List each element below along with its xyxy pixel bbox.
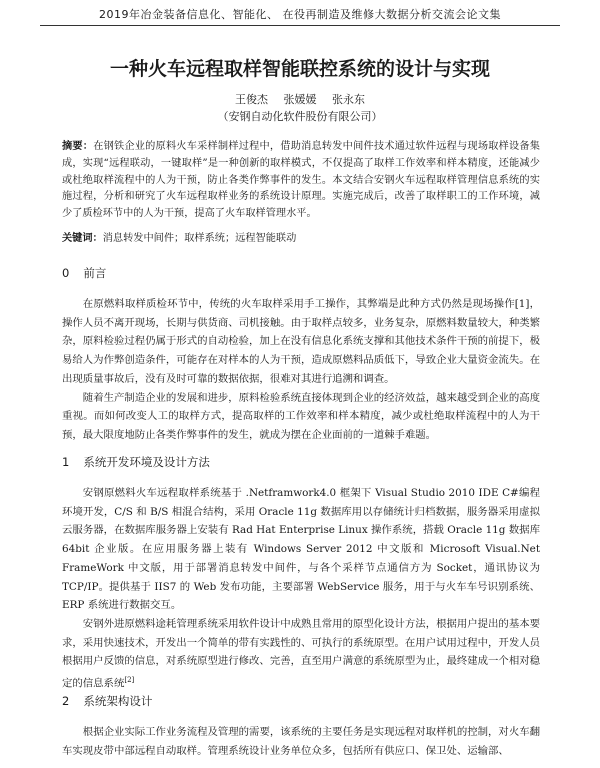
author-affiliation: （安钢自动化软件股份有限公司） xyxy=(217,110,383,123)
author-name: 张永东 xyxy=(332,93,365,106)
paragraph: 安钢原燃料火车远程取样系统基于 .Netframwork4.0 框架下 Visual Studio 2010 IDE C#编程环境开发，C/S 和 B/S 相混合结构，采用 Oracle 11g 数据库用以存储统计归档数据，服务器采用虚拟云服务器，在数据库服务器上安装有 Rad Hat Enterprise Linux 操作系统，搭载 Oracle 11g 数据库 64bit 企业版。在应用服务器上装有 Windows Server 2012 中文版和 Microsoft Visual.Net FrameWork 中文版，用于部署消息转发中间件，与各个采样节点通信方为 Socket，通讯协议为 TCP/IP。提供基于 IIS7 的 Web 发布功能，主要部署 WebService 服务，用于与火车车号识别系统、ERP 系统进行数据交互。 xyxy=(62,487,540,612)
section-title: 系统架构设计 xyxy=(83,694,153,708)
abstract xyxy=(62,139,540,223)
section-body-0 xyxy=(62,295,540,445)
section-heading-1 xyxy=(62,454,210,470)
abstract-text: 在钢铁企业的原料火车采样制样过程中，借助消息转发中间件技术通过软件远程与现场取样设备集成，实现“远程联动，一键取样”是一种创新的取样模式，不仅提高了取样工作效率和样本精度，还能减少或杜绝取样流程中的人为干预，防止各类作弊事件的发生。本文结合安钢火车远程取样管理信息系统的实施过程，分析和研究了火车远程取样业务的系统设计原理。实施完成后，改善了取样职工的工作环境，减少了质检环节中的人为干预，提高了火车取样管理水平。 xyxy=(62,141,540,220)
paragraph-text: 安钢外进原燃料途耗管理系统采用软件设计中成熟且常用的原型化设计方法，根据用户提出的基本要求，采用快速技术，开发出一个简单的带有实践性的、可执行的系统原型。在用户试用过程中，开发人员根据用户反馈的信息，对系统原型进行修改、完善，直至用户满意的系统原型为止，最终建成一个相对稳定的信息系统 xyxy=(62,617,540,690)
author-name: 王俊杰 xyxy=(235,93,268,106)
abstract-label: 摘要： xyxy=(62,141,94,152)
paper-title: 一种火车远程取样智能联控系统的设计与实现 xyxy=(109,58,490,80)
header-rule xyxy=(40,25,560,26)
section-body-2 xyxy=(62,723,540,760)
paragraph: 随着生产制造企业的发展和进步，原料检验系统直接体现到企业的经济效益，越来越受到企业的高度重视。而如何改变人工的取样方式，提高取样的工作效率和样本精度，减少或杜绝取样流程中的人为干预，最大限度地防止各类作弊事件的发生，就成为摆在企业面前的一道棘手难题。 xyxy=(62,391,540,441)
author-list xyxy=(40,91,560,107)
section-number: 0 xyxy=(62,266,70,280)
keywords-label: 关键词： xyxy=(62,233,103,244)
keywords xyxy=(62,231,540,247)
section-heading-2 xyxy=(62,693,152,709)
section-heading-0 xyxy=(62,265,106,281)
section-title: 系统开发环境及设计方法 xyxy=(83,455,210,469)
paragraph: 根据企业实际工作业务流程及管理的需要，该系统的主要任务是实现远程对取样机的控制，对火车翻车实现皮带中部远程自动取样。管理系统设计业务单位众多，包括所有供应口、保卫处、运输部、 xyxy=(62,726,540,757)
author-name: 张媛媛 xyxy=(283,93,317,106)
section-body-1 xyxy=(62,484,540,693)
keywords-text: 消息转发中间件；取样系统；远程智能联动 xyxy=(102,233,297,244)
citation: [2] xyxy=(124,676,135,685)
paragraph: 在原燃料取样质检环节中，传统的火车取样采用手工操作，其弊端是此种方式仍然是现场操作[1]，操作人员不离开现场，长期与供货商、司机接触。由于取样点较多，业务复杂，原燃料数量较大，种类繁杂，原料检验过程仍属于形式的自动检验，加上在没有信息化系统支撑和其他技术条件干预的前提下，极易给人为作弊创造条件，可能存在对样本的人为干预，造成原燃料品质低下，导致企业大量资金流失。在出现质量事故后，没有及时可靠的数据依据，很难对其进行追溯和调查。 xyxy=(62,298,540,385)
paragraph xyxy=(62,615,540,693)
section-number: 1 xyxy=(62,455,70,469)
section-number: 2 xyxy=(62,694,70,708)
running-header: 2019年冶金装备信息化、智能化、 在役再制造及维修大数据分析交流会论文集 xyxy=(99,8,501,21)
section-title: 前言 xyxy=(83,266,107,280)
